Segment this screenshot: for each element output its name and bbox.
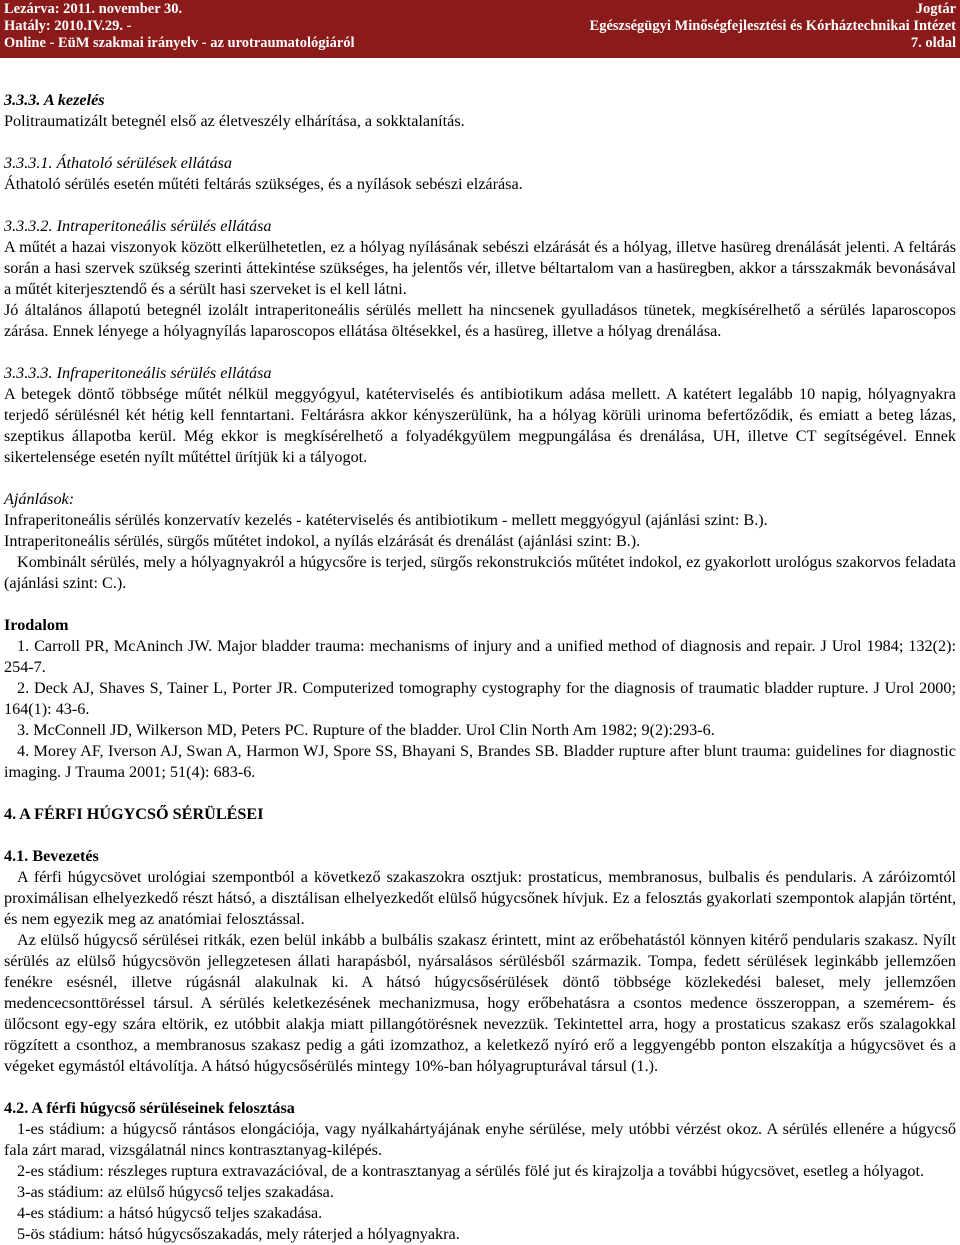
section-paragraph: A betegek döntő többsége műtét nélkül meggyógyul, katéterviselés és antibiotikum adása mellett. A katétert legalább 10 napig, hólyagnyakra terjedő sérülésnél két hétig kell fenntartani. Feltárásra akkor kényszerülünk, ha a hólyag körüli urinoma befertőződik, és emiatt a beteg lázas, szeptikus állapotba kerül. Még ekkor is megkísérelhető a folyadékgyülem megpungálása és drenálása, UH, illetve CT segítségével. Ennek sikertelensége esetén nyílt műtéttel ürítjük ki a tályogot. [4, 385, 956, 466]
header-institute: Egészségügyi Minőségfejlesztési és Kórháztechnikai Intézet [589, 18, 956, 34]
chapter-title-4: 4. A FÉRFI HÚGYCSŐ SÉRÜLÉSEI [4, 805, 264, 823]
reference-item: 2. Deck AJ, Shaves S, Tainer L, Porter JR. Computerized tomography cystography for the diagnosis of traumatic bladder rupture. J Urol 2000; 164(1): 43-6. [4, 679, 956, 718]
reference-item: 3. McConnell JD, Wilkerson MD, Peters PC. Rupture of the bladder. Urol Clin North Am 1982; 9(2):293-6. [17, 721, 715, 739]
section-paragraph: Az elülső húgycső sérülései ritkák, ezen belül inkább a bulbális szakasz érintett, mint az erőbehatástól könnyen kitérő pendularis szakasz. Nyílt sérülés az elülső húgycsövön jellegzetesen állati harapásból, nyársalásos sérülésből származik. Tompa, fedett sérülések leginkább jellemzően fenékre esésnél, illetve rúgásnál alakulnak ki. A hátsó húgycsősérülések döntő többsége közlekedési baleset, mely jellemzően medencecsonttöréssel társul. A sérülés keletkezésének mechanizmusa, hogy erőbehatásra a csontos medence összeroppan, a szemérem- és ülőcsont egy-egy szára eltörik, ez utóbbit alakja miatt pillangótörésnek nevezzük. Tekintettel arra, hogy a prostaticus szakasz erős szalagokkal rögzített a csonthoz, a membranosus szakasz pedig a gáti izomzathoz, a keletkező nyíró erő a leggyengébb ponton elszakítja a húgycsövet és a végeket egymástól eltávolítja. A hátsó húgycsősérülés mintegy 10%-ban hólyagrupturával társul (1.). [4, 931, 956, 1075]
section-text-3333: Politraumatizált betegnél első az életveszély elhárítása, a sokktalanítás. [4, 112, 465, 130]
recommendation-item: Intraperitoneális sérülés, sürgős műtétet indokol, a nyílás elzárását és drenálást (ajánlási szint: B.). [4, 532, 641, 550]
section-title-42: 4.2. A férfi húgycső sérüléseinek felosztása [4, 1099, 295, 1117]
section-paragraph: A műtét a hazai viszonyok között elkerülhetetlen, ez a hólyag nyílásának sebészi elzárását és a hólyag, illetve hasüreg drenálását jelenti. A feltárás során a hasi szervek szükség szerinti áttekintése szükséges, ha jelentős vér, illetve béltartalom van a hasüregben, akkor a társszakmák bevonásával a műtét kiterjesztendő és a sérült hasi szerveket is el kell látni. [4, 238, 956, 298]
section-paragraph: A férfi húgycsövet urológiai szempontból a következő szakaszokra osztjuk: prostaticus, membranosus, bulbalis és pendularis. A záróizomtól proximálisan elhelyezkedő részt hátsó, a disztálisan elhelyezkedőt elülső húgycsőnek hívjuk. Ez a felosztás gyakorlati szempontok alapján történt, és nem egyezik meg az anatómiai felosztással. [4, 868, 956, 928]
references-title: Irodalom [4, 616, 69, 634]
header-brand: Jogtár [915, 1, 956, 17]
section-title-3333: 3.3.3. A kezelés [4, 91, 105, 109]
section-text-33331: Áthatoló sérülés esetén műtéti feltárás szükséges, és a nyílások sebészi elzárása. [4, 175, 523, 193]
section-title-33333: 3.3.3.3. Infraperitoneális sérülés ellátása [4, 364, 272, 382]
recommendation-item: Kombinált sérülés, mely a hólyagnyakról a húgycsőre is terjed, sürgős rekonstrukciós műtétet indokol, ez gyakorlott urológus szakorvos feladata (ajánlási szint: C.). [4, 553, 956, 592]
section-title-33331: 3.3.3.1. Áthatoló sérülések ellátása [4, 154, 232, 172]
stage-item: 2-es stádium: részleges ruptura extravazációval, de a kontrasztanyag a sérülés fölé jut és kirajzolja a további húgycsövet, esetleg a hólyagot. [17, 1162, 925, 1180]
reference-item: 4. Morey AF, Iverson AJ, Swan A, Harmon WJ, Spore SS, Bhayani S, Brandes SB. Bladder rupture after blunt trauma: guidelines for diagnostic imaging. J Trauma 2001; 51(4): 683-6. [4, 742, 956, 781]
page-header [0, 0, 960, 58]
section-title-33332: 3.3.3.2. Intraperitoneális sérülés ellátása [4, 217, 272, 235]
section-title-41: 4.1. Bevezetés [4, 847, 99, 865]
recommendations-title: Ajánlások: [4, 490, 75, 508]
header-closed-date: Lezárva: 2011. november 30. [4, 1, 183, 17]
stage-item: 4-es stádium: a hátsó húgycső teljes szakadása. [17, 1204, 323, 1222]
stage-item: 5-ös stádium: hátsó húgycsőszakadás, mely ráterjed a hólyagnyakra. [17, 1225, 460, 1243]
section-paragraph: Jó általános állapotú betegnél izolált intraperitoneális sérülés mellett ha nincsenek gyulladásos tünetek, megkísérelhető a sérülés laparoscopos zárása. Ennek lényege a hólyagnyílás laparoscopos ellátása öltésekkel, és a hasüreg, illetve a hólyag drenálása. [4, 301, 956, 340]
document-body [4, 90, 956, 1245]
header-effective-date: Hatály: 2010.IV.29. - [4, 18, 132, 34]
header-page-number: 7. oldal [910, 35, 956, 51]
reference-item: 1. Carroll PR, McAninch JW. Major bladder trauma: mechanisms of injury and a unified method of diagnosis and repair. J Urol 1984; 132(2): 254-7. [4, 637, 956, 676]
stage-item: 1-es stádium: a húgycső rántásos elongációja, vagy nyálkahártyájának enyhe sérülése, mely utóbbi vérzést okoz. A sérülés ellenére a húgycső fala zárt marad, vizsgálatnál nincs kontrasztanyag-kilépés. [4, 1120, 956, 1159]
header-document-source: Online - EüM szakmai irányelv - az urotraumatológiáról [4, 35, 355, 51]
stage-item: 3-as stádium: az elülső húgycső teljes szakadása. [17, 1183, 334, 1201]
recommendation-item: Infraperitoneális sérülés konzervatív kezelés - katéterviselés és antibiotikum - mellett meggyógyul (ajánlási szint: B.). [4, 511, 768, 529]
